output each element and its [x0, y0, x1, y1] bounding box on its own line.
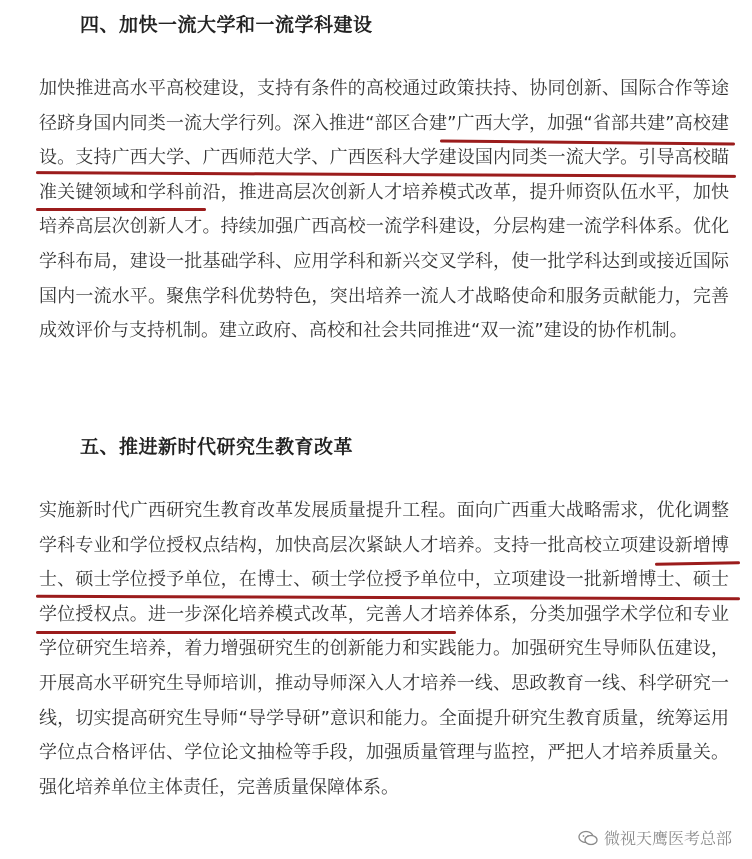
- underline-3: [36, 208, 206, 211]
- underline-6: [36, 631, 456, 634]
- wechat-icon: [578, 830, 598, 846]
- watermark: [578, 826, 732, 849]
- section-5-heading: 五、推进新时代研究生教育改革: [80, 436, 354, 458]
- section-5-paragraph: 实施新时代广西研究生教育改革发展质量提升工程。面向广西重大战略需求，优化调整学科专业和学位授权点结构，加快高层次紧缺人才培养。支持一批高校立项建设新增博士、硕士学位授予单位，在博士、硕士学位授予单位中，立项建设一批新增博士、硕士学位授权点。进一步深化培养模式改革，完善人才培养体系，分类加强学术学位和专业学位研究生培养，着力增强研究生的创新能力和实践能力。加强研究生导师队伍建设，开展高水平研究生导师培训，推动导师深入人才培养一线、思政教育一线、科学研究一线，切实提高研究生导师“导学导研”意识和能力。全面提升研究生教育质量，统筹运用学位点合格评估、学位论文抽检等手段，加强质量管理与监控，严把人才培养质量关。强化培养单位主体责任，完善质量保障体系。: [39, 500, 729, 798]
- section-4-paragraph: 加快推进高水平高校建设，支持有条件的高校通过政策扶持、协同创新、国际合作等途径跻身国内同类一流大学行列。深入推进“部区合建”广西大学，加强“省部共建”高校建设。支持广西大学、广西师范大学、广西医科大学建设国内同类一流大学。引导高校瞄准关键领域和学科前沿，推进高层次创新人才培养模式改革，提升师资队伍水平，加快培养高层次创新人才。持续加强广西高校一流学科建设，分层构建一流学科体系。优化学科布局，建设一批基础学科、应用学科和新兴交叉学科，使一批学科达到或接近国际国内一流水平。聚焦学科优势特色，突出培养一流人才战略使命和服务贡献能力，完善成效评价与支持机制。建立政府、高校和社会共同推进“双一流”建设的协作机制。: [39, 78, 729, 342]
- watermark-text: 微视天鹰医考总部: [603, 829, 732, 848]
- section-4-heading: 四、加快一流大学和一流学科建设: [80, 14, 373, 36]
